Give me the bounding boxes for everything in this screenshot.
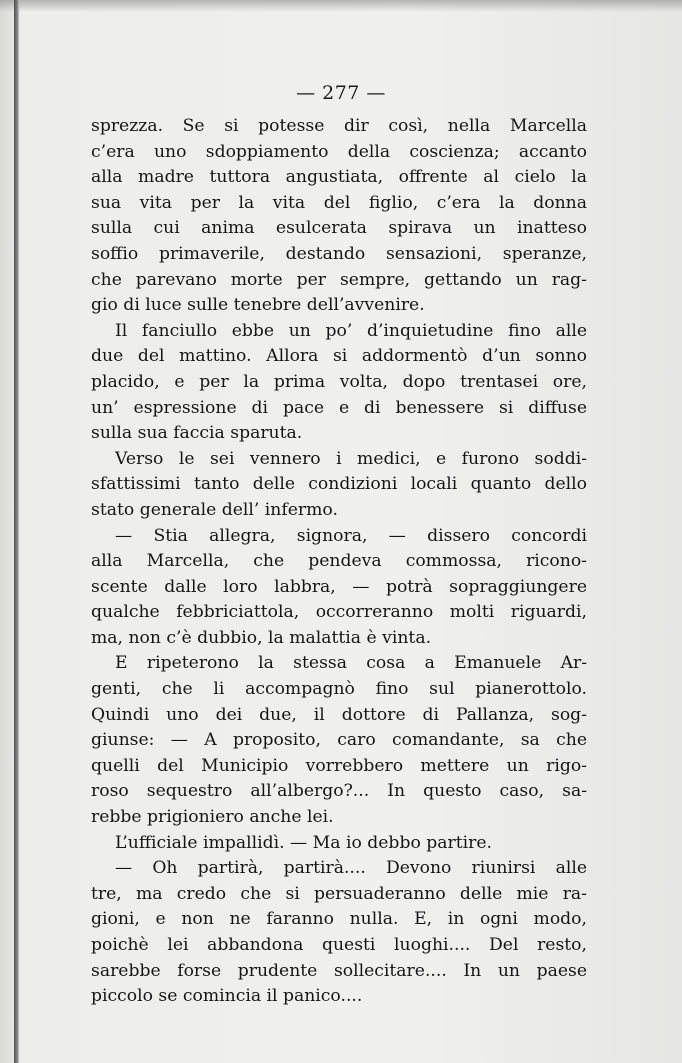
text-line: alla madre tuttora angustiata, offrente al cielo la	[91, 167, 587, 188]
text-line: quelli del Municipio vorrebbero mettere un rigo-	[91, 755, 587, 776]
text-line: placido, e per la prima volta, dopo trentasei ore,	[91, 371, 587, 392]
text-line: sulla sua faccia sparuta.	[91, 423, 303, 444]
body-text	[91, 114, 587, 1010]
text-line: piccolo se comincia il panico....	[91, 986, 363, 1007]
text-line: genti, che li accompagnò fino sul pianerottolo.	[91, 679, 587, 700]
text-line: c’era uno sdoppiamento della coscienza; accanto	[91, 141, 587, 162]
text-line: sulla cui anima esulcerata spirava un inatteso	[91, 218, 587, 239]
text-line: gio di luce sulle tenebre dell’avvenire.	[91, 295, 425, 316]
text-line: sfattissimi tanto delle condizioni locali quanto dello	[91, 474, 587, 495]
text-line: sua vita per la vita del figlio, c’era la donna	[91, 192, 587, 213]
text-line: tre, ma credo che si persuaderanno delle mie ra-	[91, 883, 587, 904]
text-line: qualche febbriciattola, occorreranno molti riguardi,	[91, 602, 587, 623]
text-line: rebbe prigioniero anche lei.	[91, 807, 334, 828]
text-line: sprezza. Se si potesse dir così, nella Marcella	[91, 116, 587, 136]
text-line: un’ espressione di pace e di benessere si diffuse	[91, 397, 587, 418]
text-line: alla Marcella, che pendeva commossa, ricono-	[91, 551, 587, 572]
text-line: scente dalle loro labbra, — potrà sopraggiungere	[91, 576, 587, 597]
text-line: L’ufficiale impallidì. — Ma io debbo partire.	[115, 832, 492, 853]
text-line: poichè lei abbandona questi luoghi.... Del resto,	[91, 935, 587, 955]
book-binding-edge	[14, 0, 19, 1063]
page-number: — 277 —	[296, 82, 386, 104]
text-line: ma, non c’è dubbio, la malattia è vinta.	[91, 627, 432, 648]
text-line: roso sequestro all’albergo?... In questo caso, sa-	[91, 781, 587, 802]
text-line: Verso le sei vennero i medici, e furono soddi-	[115, 448, 587, 469]
text-line: E ripeterono la stessa cosa a Emanuele Ar-	[115, 653, 587, 674]
text-line: — Stia allegra, signora, — dissero concordi	[115, 525, 587, 546]
text-line: Quindi uno dei due, il dottore di Pallanza, sog-	[91, 704, 587, 725]
text-line: stato generale dell’ infermo.	[91, 499, 338, 520]
text-line: due del mattino. Allora si addormentò d’un sonno	[91, 346, 587, 367]
text-line: giunse: — A proposito, caro comandante, sa che	[91, 730, 587, 751]
text-line: soffio primaverile, destando sensazioni, speranze,	[91, 243, 587, 264]
page-top-shadow	[0, 0, 682, 12]
text-line: gioni, e non ne faranno nulla. E, in ogni modo,	[91, 909, 587, 930]
text-line: che parevano morte per sempre, gettando un rag-	[91, 269, 587, 290]
text-line: Il fanciullo ebbe un po’ d’inquietudine fino alle	[115, 320, 587, 341]
text-line: sarebbe forse prudente sollecitare.... In un paese	[91, 960, 587, 981]
text-line: — Oh partirà, partirà.... Devono riunirsi alle	[115, 858, 587, 879]
